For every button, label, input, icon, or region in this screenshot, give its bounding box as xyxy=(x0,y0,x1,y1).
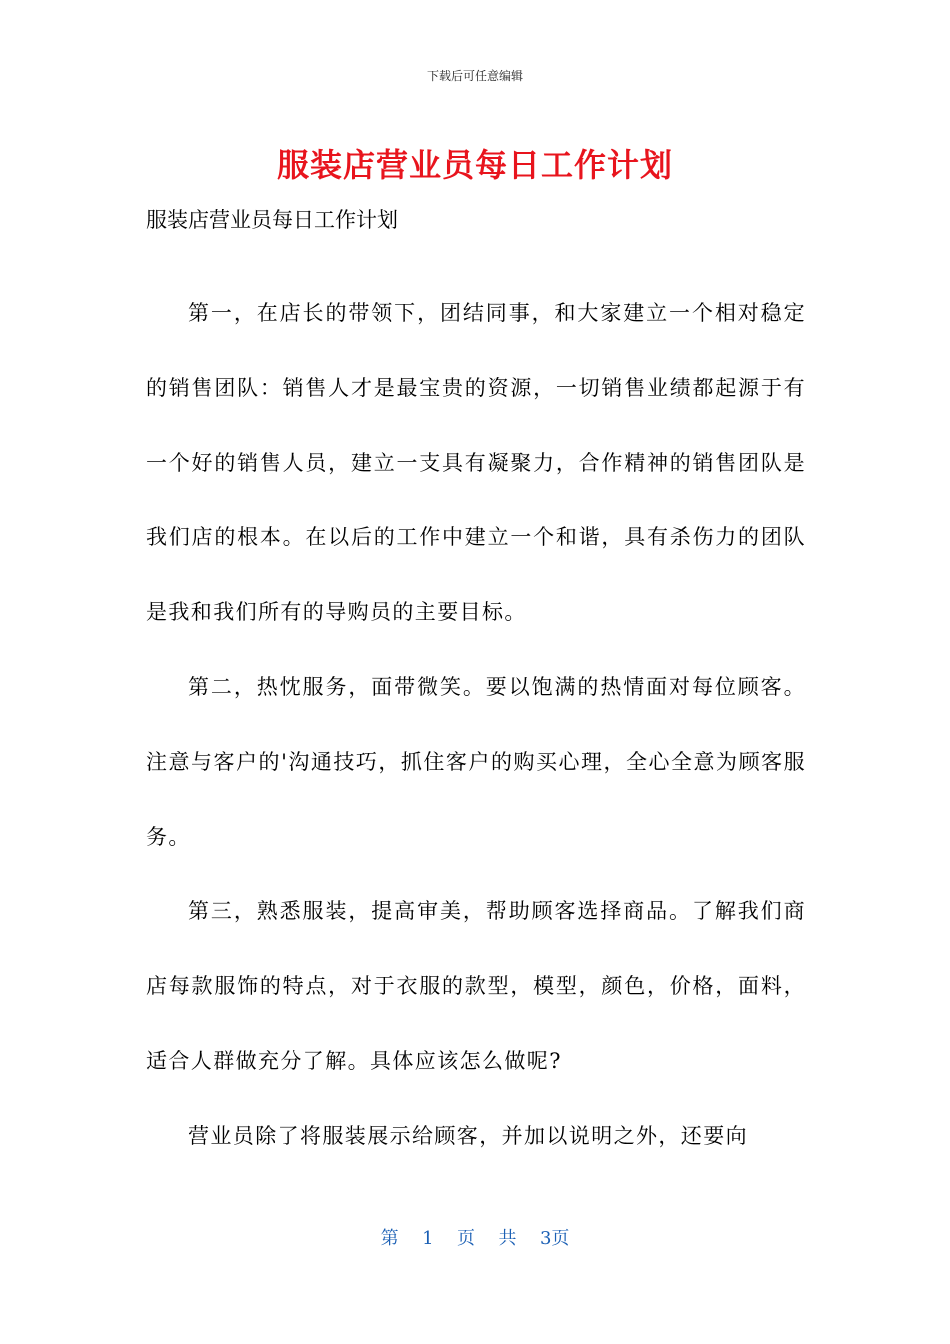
header-note: 下载后可任意编辑 xyxy=(426,69,523,83)
document-title: 服装店营业员每日工作计划 xyxy=(276,146,673,184)
current-page-number: 1 xyxy=(422,1228,434,1249)
document-subtitle: 服装店营业员每日工作计划 xyxy=(146,208,398,232)
page-footer xyxy=(0,1226,950,1252)
paragraph-4: 营业员除了将服装展示给顾客，并加以说明之外，还要向 xyxy=(188,1123,748,1148)
paragraph-2: 第二，热忱服务，面带微笑。要以饱满的热情面对每位顾客。注意与客户的'沟通技巧，抓住客户的购买心理，全心全意为顾客服务。 xyxy=(146,674,806,849)
total-pages: 3页 xyxy=(539,1228,570,1249)
document-body xyxy=(146,276,806,1174)
paragraph-1: 第一，在店长的带领下，团结同事，和大家建立一个相对稳定的销售团队：销售人才是最宝贵的资源，一切销售业绩都起源于有一个好的销售人员，建立一支具有凝聚力，合作精神的销售团队是我们店的根本。在以后的工作中建立一个和谐，具有杀伤力的团队是我和我们所有的导购员的主要目标。 xyxy=(146,301,806,625)
total-label: 共 xyxy=(498,1228,517,1249)
page-label-prefix: 第 xyxy=(380,1228,399,1249)
page-label-mid: 页 xyxy=(457,1228,475,1249)
paragraph-3: 第三，熟悉服装，提高审美，帮助顾客选择商品。了解我们商店每款服饰的特点，对于衣服的款型，模型，颜色，价格，面料，适合人群做充分了解。具体应该怎么做呢? xyxy=(146,899,806,1073)
